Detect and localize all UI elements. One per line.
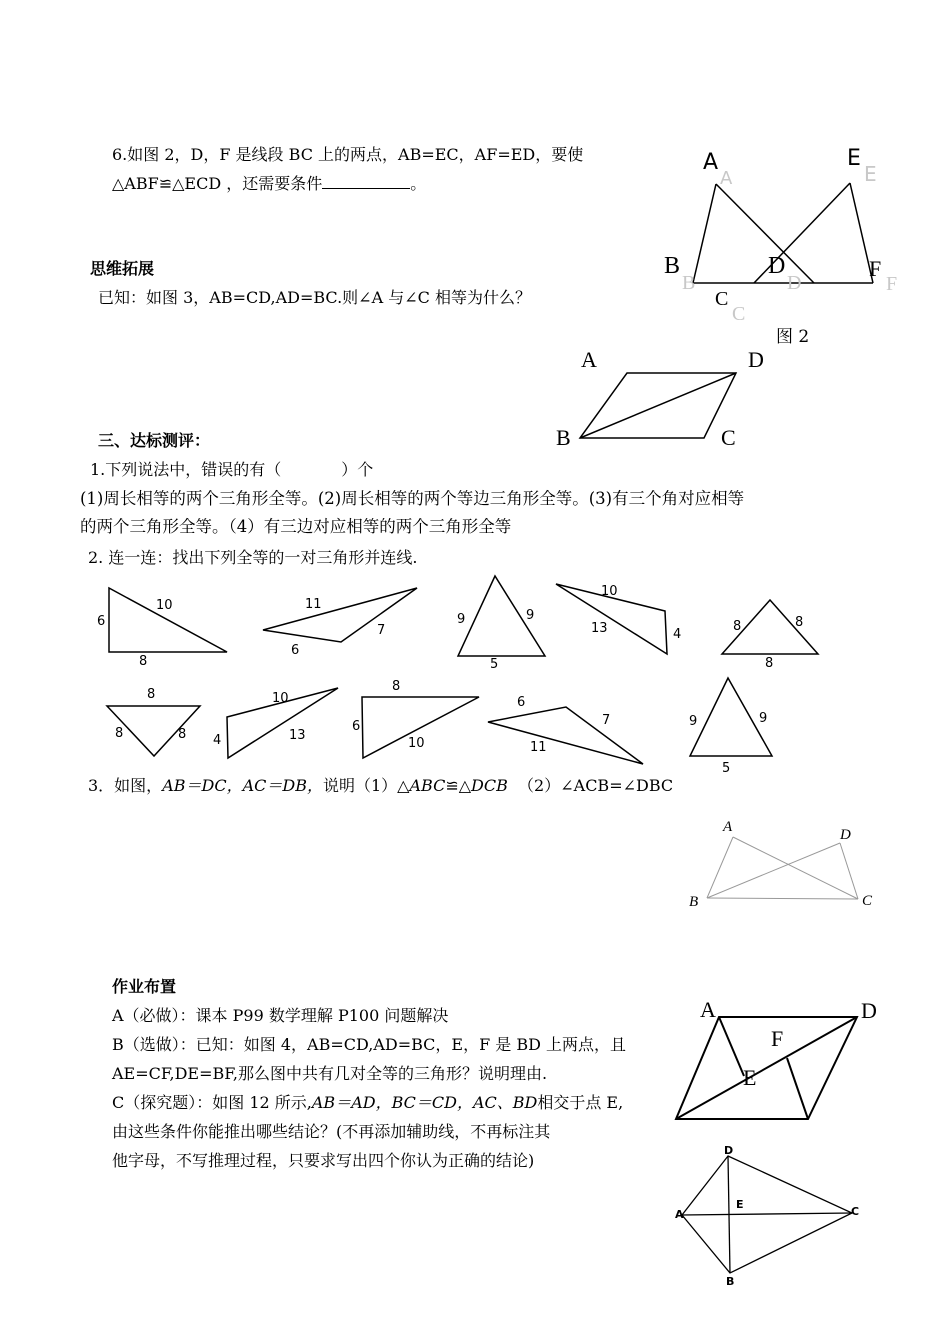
tri-r1-4-label-c: 4 xyxy=(673,627,682,642)
tri-r1-2-label-a: 11 xyxy=(305,597,322,612)
q2-stem: 2. 连一连：找出下列全等的一对三角形并连线. xyxy=(88,548,418,567)
q1-options-line1: (1)周长相等的两个三角形全等。(2)周长相等的两个等边三角形全等。(3)有三个角对应相等 xyxy=(80,489,745,508)
q3-stem-pre: 3．如图， xyxy=(88,776,163,795)
figure-3 xyxy=(550,345,780,455)
fig2-label-F-ghost: F xyxy=(886,273,898,295)
q1-options-line2: 的两个三角形全等。（4）有三边对应相等的两个三角形全等 xyxy=(80,517,512,536)
figure-4 xyxy=(670,995,900,1130)
fig3-label-B: B xyxy=(556,425,571,450)
fig12-label-C: C xyxy=(851,1205,860,1218)
q1-stem xyxy=(90,458,373,482)
extension-heading: 思维拓展 xyxy=(90,259,155,278)
fig12-label-E: E xyxy=(736,1198,744,1211)
fig4-label-E: E xyxy=(743,1065,757,1090)
tri-r2-4-label-c: 11 xyxy=(530,740,547,755)
fig2-label-A-ghost: A xyxy=(720,168,733,189)
q3-stem-mid: 说明（1）△ xyxy=(322,776,410,795)
q3-abc: ABC xyxy=(409,776,446,795)
triangles-row-1-lines xyxy=(80,572,940,677)
homework-c-line2: 由这些条件你能推出哪些结论？(不再添加辅助线，不再标注其 xyxy=(112,1122,551,1141)
homework-heading: 作业布置 xyxy=(112,977,177,996)
q3-dcb: DCB xyxy=(471,776,508,795)
fig-q3-label-B: B xyxy=(689,894,699,910)
q6-answer-blank[interactable] xyxy=(322,172,410,189)
q6-line2-text: △ABF≌△ECD ，还需要条件 xyxy=(112,174,323,193)
fig-q3-label-C: C xyxy=(862,893,873,909)
tri-r1-3-label-b: 9 xyxy=(526,608,535,623)
homework-a: A（必做）：课本 P99 数学理解 P100 问题解决 xyxy=(112,1006,449,1025)
tri-r1-1-label-b: 10 xyxy=(156,598,173,613)
fig2-label-C: C xyxy=(715,288,729,310)
tri-r2-4-label-a: 6 xyxy=(517,695,526,710)
fig2-label-B: B xyxy=(664,253,681,279)
homework-b-line2: AE=CF,DE=BF,那么图中共有几对全等的三角形？说明理由. xyxy=(112,1064,548,1083)
fig2-label-D-ghost: D xyxy=(787,272,802,294)
tri-r2-4 xyxy=(488,707,643,764)
tri-r2-5-label-c: 5 xyxy=(722,761,731,776)
homework-c-pre: C（探究题）：如图 12 所示, xyxy=(112,1093,312,1112)
triangles-row-2 xyxy=(80,676,940,781)
q3-stem-post: （2）∠ACB=∠DBC xyxy=(518,776,674,795)
tri-r2-3-label-c: 10 xyxy=(408,736,425,751)
q6-line2-end: 。 xyxy=(410,174,427,193)
triangles-row-2-lines xyxy=(80,676,940,781)
fig2-label-F: F xyxy=(869,256,882,281)
fig3-label-D: D xyxy=(748,347,764,372)
figure-2-lines xyxy=(640,140,920,350)
tri-r2-2-label-a: 10 xyxy=(272,691,289,706)
fig2-label-C-ghost: C xyxy=(732,303,746,325)
tri-r2-1-label-a: 8 xyxy=(147,687,156,702)
tri-r1-2-label-c: 6 xyxy=(291,643,300,658)
tri-r1-2 xyxy=(263,588,417,642)
fig12-label-A: A xyxy=(675,1208,684,1221)
fig2-label-D: D xyxy=(768,253,786,279)
homework-b-line1: B（选做）：已知：如图 4，AB=CD,AD=BC，E，F 是 BD 上两点，且 xyxy=(112,1035,627,1054)
fig-q3-label-A: A xyxy=(723,819,733,835)
fig3-label-A: A xyxy=(581,347,597,372)
fig12-label-D: D xyxy=(724,1144,734,1157)
homework-c-line3: 他字母，不写推理过程，只要求写出四个你认为正确的结论) xyxy=(112,1151,535,1170)
tri-r2-3-label-a: 8 xyxy=(392,679,401,694)
section3-heading: 三、达标测评： xyxy=(98,431,211,450)
extension-text: 已知：如图 3，AB=CD,AD=BC.则∠A 与∠C 相等为什么？ xyxy=(98,288,531,307)
homework-c-post: 相交于点 E, xyxy=(537,1093,624,1112)
q1-stem-text: 1.下列说法中，错误的有（ xyxy=(90,460,282,479)
tri-r1-5-label-a: 8 xyxy=(733,619,742,634)
tri-r1-4-label-b: 13 xyxy=(591,621,608,636)
fig-q3-label-D: D xyxy=(840,827,851,843)
tri-r1-4-label-a: 10 xyxy=(601,584,618,599)
q1-stem-end: ）个 xyxy=(341,460,374,479)
tri-r1-1-label-a: 6 xyxy=(97,614,106,629)
homework-c-line1 xyxy=(112,1091,623,1115)
tri-r2-1-label-c: 8 xyxy=(178,727,187,742)
tri-r1-2-label-b: 7 xyxy=(377,623,386,638)
fig12-label-B: B xyxy=(726,1275,735,1288)
tri-r2-3-label-b: 6 xyxy=(352,719,361,734)
homework-c-given: AB＝AD，BC＝CD，AC、BD xyxy=(311,1093,538,1112)
q3-cong: ≌△ xyxy=(445,776,472,795)
q6-line2 xyxy=(112,172,426,196)
fig2-label-E-ghost: E xyxy=(864,162,877,186)
tri-r1-5-label-b: 8 xyxy=(795,615,804,630)
fig2-caption: 图 2 xyxy=(776,327,810,347)
fig3-label-C: C xyxy=(721,425,736,450)
tri-r2-1-label-b: 8 xyxy=(115,726,124,741)
fig4-label-A: A xyxy=(700,997,716,1022)
tri-r1-3-label-a: 9 xyxy=(457,612,466,627)
figure-q3 xyxy=(680,815,880,915)
q3-given: AB＝DC，AC＝DB， xyxy=(162,776,323,795)
tri-r2-5-label-b: 9 xyxy=(759,711,768,726)
figure-12 xyxy=(670,1140,870,1290)
figure-2 xyxy=(640,140,920,350)
q3-stem xyxy=(88,774,673,798)
fig2-label-E: E xyxy=(847,146,861,171)
tri-r2-2-label-b: 4 xyxy=(213,733,222,748)
tri-r1-1-label-c: 8 xyxy=(139,654,148,669)
q6-line1: 6.如图 2，D，F 是线段 BC 上的两点，AB=EC，AF=ED，要使 xyxy=(112,145,584,164)
fig2-label-A: A xyxy=(703,150,719,175)
fig4-label-F: F xyxy=(771,1026,784,1051)
fig2-label-B-ghost: B xyxy=(682,272,696,294)
tri-r1-5-label-c: 8 xyxy=(765,656,774,671)
tri-r2-4-label-b: 7 xyxy=(602,713,611,728)
triangles-row-1 xyxy=(80,572,940,677)
tri-r1-3-label-c: 5 xyxy=(490,657,499,672)
tri-r2-2-label-c: 13 xyxy=(289,728,306,743)
fig4-label-D: D xyxy=(861,998,877,1023)
tri-r2-5-label-a: 9 xyxy=(689,714,698,729)
figure-12-lines xyxy=(670,1140,870,1290)
